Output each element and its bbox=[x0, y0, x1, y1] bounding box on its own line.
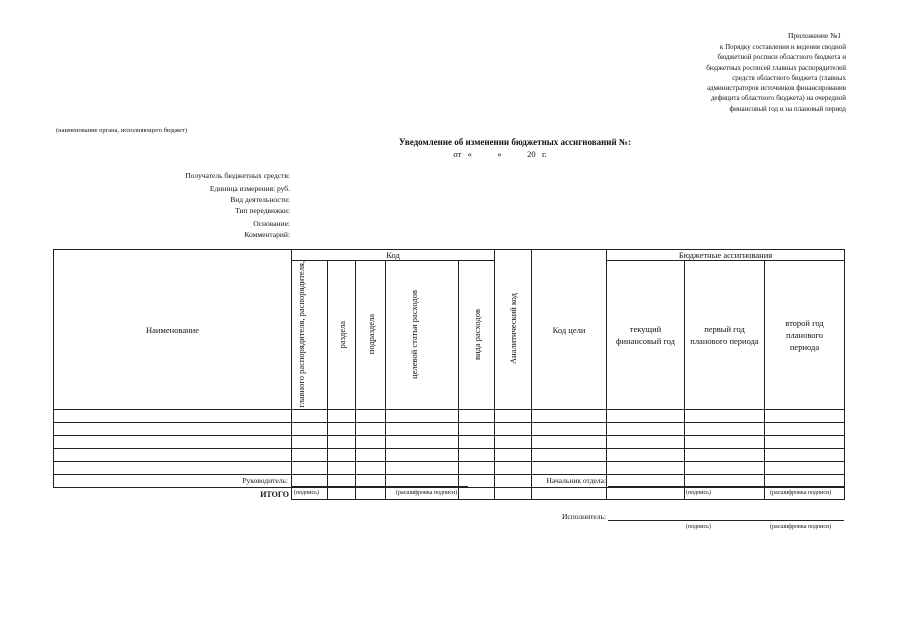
code-subsection-label: подраздела bbox=[365, 314, 376, 355]
dept-head-signature-line bbox=[608, 486, 844, 487]
col-name-header: Наименование bbox=[54, 250, 292, 410]
head-signature-line bbox=[292, 486, 468, 487]
dept-head-decode-caption: (расшифровка подписи) bbox=[770, 490, 832, 496]
executor-sign-caption: (подпись) bbox=[686, 524, 711, 530]
head-sign-caption: (подпись) bbox=[294, 490, 319, 496]
executor-signature-line bbox=[608, 520, 844, 521]
col-code-expense bbox=[459, 261, 495, 410]
col-code-section bbox=[328, 261, 356, 410]
col-budget-first: первый год планового периода bbox=[685, 261, 765, 410]
code-gr-label: главного распорядителя, распорядителя, bbox=[295, 261, 306, 408]
col-code-subsection bbox=[356, 261, 386, 410]
field-basis: Основание: bbox=[253, 219, 290, 228]
executor-decode-caption: (расшифровка подписи) bbox=[770, 524, 832, 530]
dept-head-sign-caption: (подпись) bbox=[686, 490, 711, 496]
appendix-line: средств областного бюджета (главных bbox=[732, 73, 846, 82]
head-decode-caption: (расшифровка подписи) bbox=[396, 490, 458, 496]
field-comment: Комментарий: bbox=[244, 230, 290, 239]
col-purpose-header: Код цели bbox=[532, 250, 607, 410]
col-code-header: Код bbox=[292, 250, 495, 261]
col-code-gr bbox=[292, 261, 328, 410]
col-budget-second: второй год планового периода bbox=[765, 261, 845, 410]
total-label: ИТОГО bbox=[54, 488, 292, 500]
notice-title: Уведомление об изменении бюджетных ассигнований №: bbox=[399, 137, 631, 147]
table-row bbox=[54, 410, 845, 423]
field-unit: Единица измерения: руб. bbox=[209, 184, 290, 193]
code-expense-label: вида расходов bbox=[471, 308, 482, 360]
assignments-table bbox=[53, 249, 845, 500]
col-budget-current: текущий финансовый год bbox=[607, 261, 685, 410]
table-row bbox=[54, 436, 845, 449]
notice-date: от « » 20 г. bbox=[453, 149, 547, 159]
executing-body-caption: (наименование органа, исполняющего бюджет) bbox=[56, 127, 188, 134]
appendix-line: бюджетных росписей главных распорядителей bbox=[706, 63, 846, 72]
col-analytic-header bbox=[495, 250, 532, 410]
field-recipient: Получатель бюджетных средств: bbox=[185, 171, 290, 180]
table-row bbox=[54, 449, 845, 462]
appendix-title: Приложение №1 bbox=[787, 31, 841, 40]
appendix-line: бюджетной росписи областного бюджета и bbox=[717, 53, 846, 62]
appendix-line: к Порядку составления и ведения сводной bbox=[719, 43, 846, 51]
code-section-label: раздела bbox=[336, 320, 347, 348]
field-activity: Вид деятельности: bbox=[230, 195, 290, 204]
analytic-code-label: Аналитический код bbox=[508, 293, 518, 365]
executor-label: Исполнитель: bbox=[561, 512, 606, 521]
field-transfer-type: Тип передвижки: bbox=[235, 206, 290, 215]
col-budget-header: Бюджетные ассигнования bbox=[607, 250, 845, 261]
appendix-line: финансовый год и на плановый период bbox=[729, 104, 846, 113]
code-target-label: целевой статьи расходов bbox=[409, 289, 419, 379]
appendix-line: администраторов источников финансирования bbox=[706, 84, 846, 93]
table-row bbox=[54, 423, 845, 436]
head-label: Руководитель: bbox=[242, 476, 288, 485]
col-code-target bbox=[386, 261, 459, 410]
table-row bbox=[54, 462, 845, 475]
appendix-line: дефицита областного бюджета) на очередной bbox=[710, 94, 846, 103]
dept-head-label: Начальник отдела: bbox=[546, 476, 606, 485]
appendix-text bbox=[626, 42, 846, 114]
